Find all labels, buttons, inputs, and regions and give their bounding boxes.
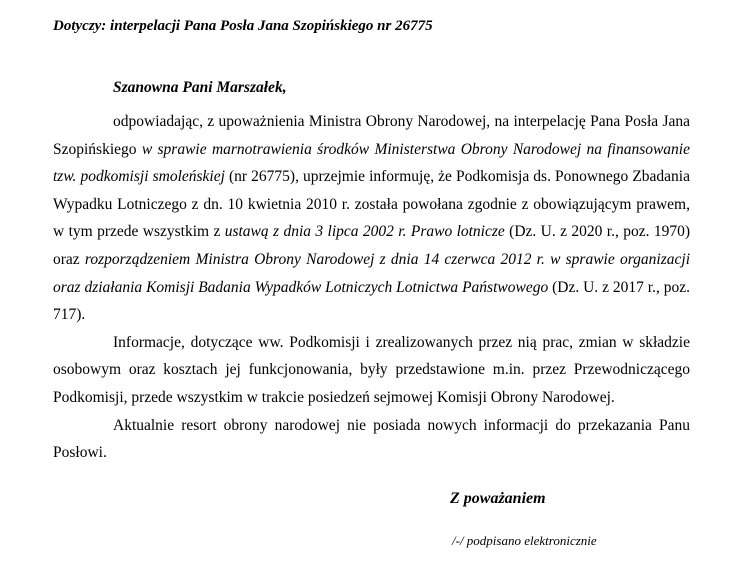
letter-body <box>53 108 690 467</box>
body-paragraph-3 <box>53 412 690 467</box>
body-paragraph-1 <box>53 108 690 329</box>
text-run: ustawą z dnia 3 lipca 2002 r. Prawo lotnicze <box>224 223 505 241</box>
text-run: Aktualnie resort obrony narodowej nie posiada nowych informacji do przekazania Panu Posłowi. <box>53 416 690 462</box>
closing-block <box>450 489 690 549</box>
subject-line: Dotyczy: interpelacji Pana Posła Jana Szopińskiego nr 26775 <box>53 18 433 34</box>
text-run: odpowiadając, z upoważnienia Ministra Obrony Narodowej, na interpelację Pana Posła Jana Szopińskiego <box>53 113 690 158</box>
text-run: w sprawie marnotrawienia środków Ministerstwa Obrony Narodowej na finansowanie tzw. podkomisji smoleńskiej <box>53 140 690 186</box>
text-run: (Dz. U. z 2017 r., poz. 717). <box>53 278 690 324</box>
electronic-signature-note: /-/ podpisano elektronicznie <box>452 532 597 548</box>
salutation: Szanowna Pani Marszałek, <box>113 79 287 96</box>
text-run: Informacje, dotyczące ww. Podkomisji i zrealizowanych przez nią prac, zmian w składzie osobowym oraz kosztach jej funkcjonowania, były przedstawione m.in. przez Przewodniczącego Podkomisji, przede wszystkim w trakcie posiedzeń sejmowej Komisji Obrony Narodowej. <box>53 333 690 406</box>
text-run: (Dz. U. z 2020 r., poz. 1970) oraz <box>53 223 691 268</box>
text-run: (nr 26775), uprzejmie informuję, że Podkomisja ds. Ponownego Zbadania Wypadku Lotniczego z dn. 10 kwietnia 2010 r. została powołana zgodnie z obowiązującym prawem, w tym przede wszystkim z <box>53 168 690 241</box>
closing-phrase: Z poważaniem <box>450 489 546 507</box>
body-paragraph-2 <box>53 329 690 412</box>
text-run: rozporządzeniem Ministra Obrony Narodowej z dnia 14 czerwca 2012 r. w sprawie organizacji oraz działania Komisji Badania Wypadków Lotniczych Lotnictwa Państwowego <box>53 250 691 296</box>
